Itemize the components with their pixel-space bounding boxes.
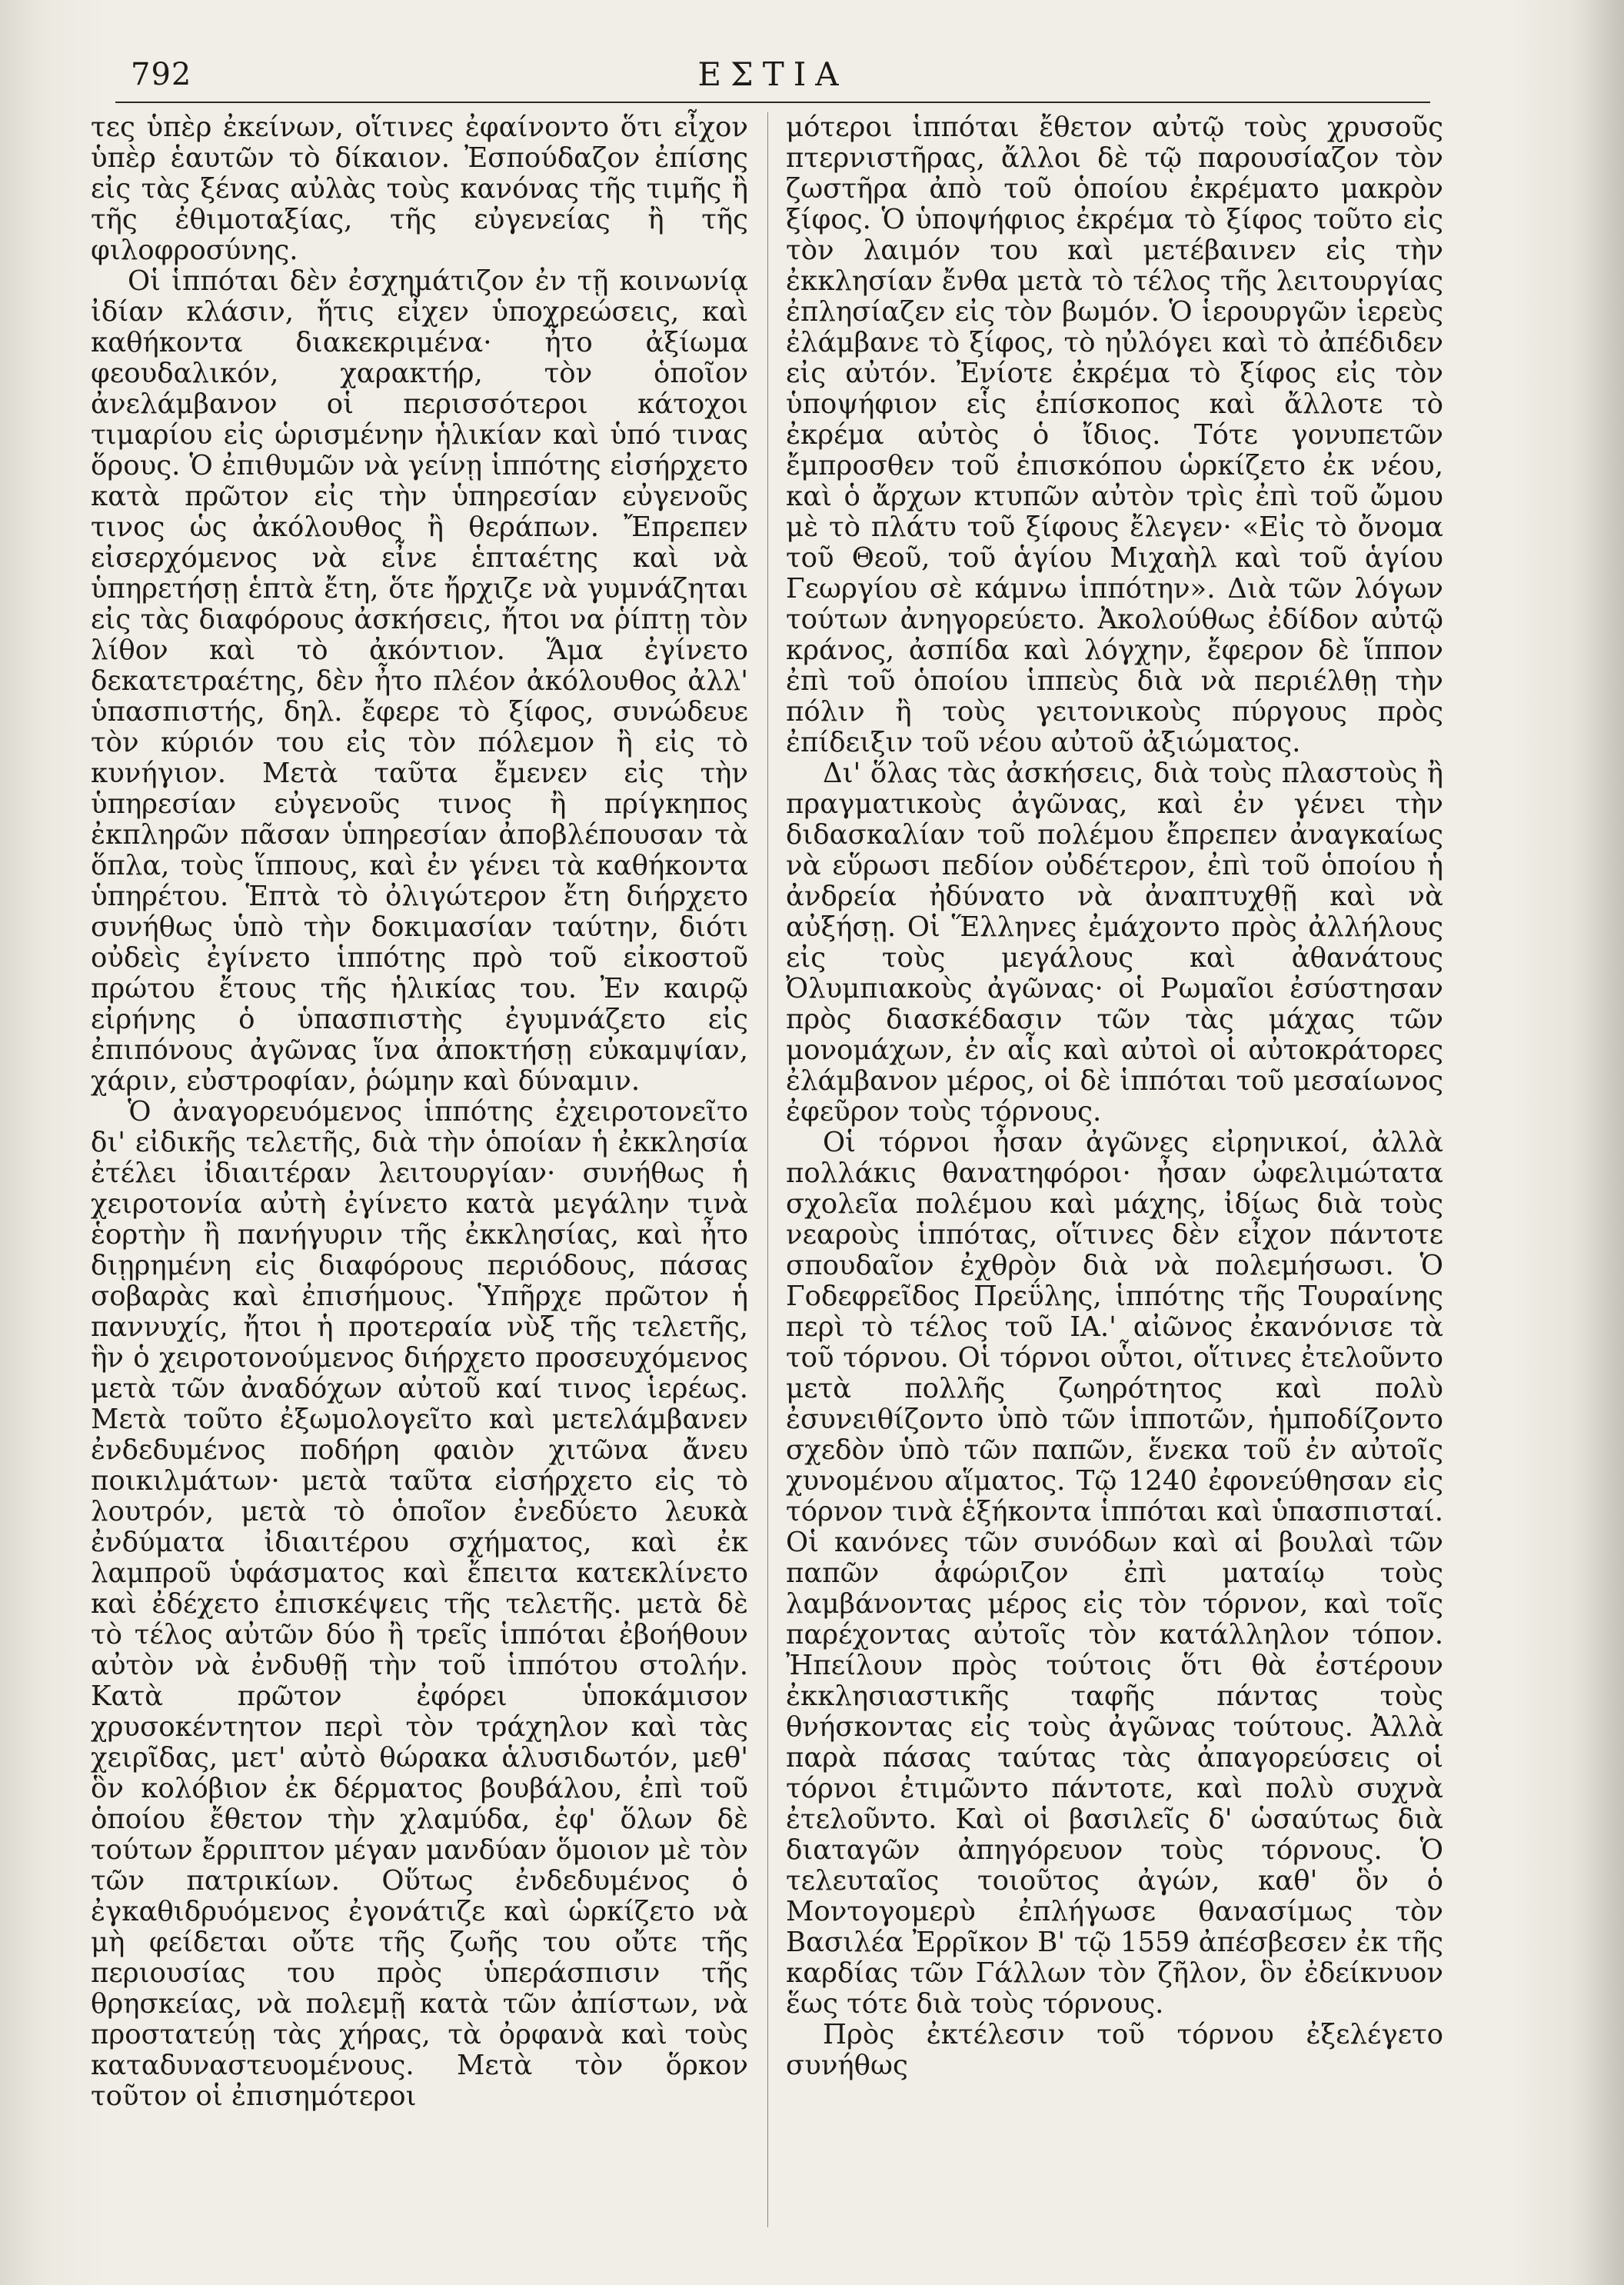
journal-title: ΕΣΤΙΑ: [697, 55, 848, 93]
paragraph: Οἱ τόρνοι ἦσαν ἀγῶνες εἰρηνικοί, ἀλλὰ πολλάκις θανατηφόροι· ἦσαν ὠφελιμώτατα σχολεῖα πολέμου καὶ μάχης, ἰδίως διὰ τοὺς νεαροὺς ἱππότας, οἵτινες δὲν εἶχον πάντοτε σπουδαῖον ἐχθρὸν διὰ νὰ πολεμήσωσι. Ὁ Γοδεφρεῖδος Πρεΰλης, ἱππότης τῆς Τουραίνης περὶ τὸ τέλος τοῦ ΙΑ.' αἰῶνος ἐκανόνισε τὰ τοῦ τόρνου. Οἱ τόρνοι οὗτοι, οἵτινες ἐτελοῦντο μετὰ πολλῆς ζωηρότητος καὶ πολὺ ἐσυνειθίζοντο ὑπὸ τῶν ἱπποτῶν, ἡμποδίζοντο σχεδὸν ὑπὸ τῶν παπῶν, ἕνεκα τοῦ ἐν αὐτοῖς χυνομένου αἵματος. Τῷ 1240 ἐφονεύθησαν εἰς τόρνον τινὰ ἑξήκοντα ἱππόται καὶ ὑπασπισταί. Οἱ κανόνες τῶν συνόδων καὶ αἱ βουλαὶ τῶν παπῶν ἀφώριζον ἐπὶ ματαίῳ τοὺς λαμβάνοντας μέρος εἰς τὸν τόρνον, καὶ τοῖς παρέχοντας αὐτοῖς τὸν κατάλληλον τόπον. Ἠπείλουν πρὸς τούτοις ὅτι θὰ ἐστέρουν ἐκκλησιαστικῆς ταφῆς πάντας τοὺς θνήσκοντας εἰς τοὺς ἀγῶνας τούτους. Ἀλλὰ παρὰ πάσας ταύτας τὰς ἀπαγορεύσεις οἱ τόρνοι ἐτιμῶντο πάντοτε, καὶ πολὺ συχνὰ ἐτελοῦντο. Καὶ οἱ βασιλεῖς δ' ὡσαύτως διὰ διαταγῶν ἀπηγόρευον τοὺς τόρνους. Ὁ τελευταῖος τοιοῦτος ἀγών, καθ' ὃν ὁ Μοντογομερὺ ἐπλήγωσε θανασίμως τὸν Βασιλέα Ἐρρῖκον Β' τῷ 1559 ἀπέσβεσεν ἐκ τῆς καρδίας τῶν Γάλλων τὸν ζῆλον, ὃν ἐδείκνυον ἕως τότε διὰ τοὺς τόρνους.: [786, 1127, 1443, 2020]
page-number: 792: [131, 57, 192, 92]
left-column: [91, 112, 748, 2112]
paragraph: Ὁ ἀναγορευόμενος ἱππότης ἐχειροτονεῖτο δι' εἰδικῆς τελετῆς, διὰ τὴν ὁποίαν ἡ ἐκκλησία ἐτέλει ἰδιαιτέραν λειτουργίαν· συνήθως ἡ χειροτονία αὐτὴ ἐγίνετο κατὰ μεγάλην τινὰ ἑορτὴν ἢ πανήγυριν τῆς ἐκκλησίας, καὶ ἦτο διῃρημένη εἰς διαφόρους περιόδους, πάσας σοβαρὰς καὶ ἐπισήμους. Ὑπῆρχε πρῶτον ἡ παννυχίς, ἤτοι ἡ προτεραία νὺξ τῆς τελετῆς, ἣν ὁ χειροτονούμενος διήρχετο προσευχόμενος μετὰ τῶν ἀναδόχων αὐτοῦ καί τινος ἱερέως. Μετὰ τοῦτο ἐξωμολογεῖτο καὶ μετελάμβανεν ἐνδεδυμένος ποδήρη φαιὸν χιτῶνα ἄνευ ποικιλμάτων· μετὰ ταῦτα εἰσήρχετο εἰς τὸ λουτρόν, μετὰ τὸ ὁποῖον ἐνεδύετο λευκὰ ἐνδύματα ἰδιαιτέρου σχήματος, καὶ ἐκ λαμπροῦ ὑφάσματος καὶ ἔπειτα κατεκλίνετο καὶ ἐδέχετο ἐπισκέψεις τῆς τελετῆς. μετὰ δὲ τὸ τέλος αὐτῶν δύο ἢ τρεῖς ἱππόται ἐβοήθουν αὐτὸν νὰ ἐνδυθῇ τὴν τοῦ ἱππότου στολήν. Κατὰ πρῶτον ἐφόρει ὑποκάμισον χρυσοκέντητον περὶ τὸν τράχηλον καὶ τὰς χειρῖδας, μετ' αὐτὸ θώρακα ἁλυσιδωτόν, μεθ' ὃν κολόβιον ἐκ δέρματος βουβάλου, ἐπὶ τοῦ ὁποίου ἔθετον τὴν χλαμύδα, ἐφ' ὅλων δὲ τούτων ἔρριπτον μέγαν μανδύαν ὅμοιον μὲ τὸν τῶν πατρικίων. Οὕτως ἐνδεδυμένος ὁ ἐγκαθιδρυόμενος ἐγονάτιζε καὶ ὡρκίζετο νὰ μὴ φείδεται οὔτε τῆς ζωῆς του οὔτε τῆς περιουσίας του πρὸς ὑπεράσπισιν τῆς θρησκείας, νὰ πολεμῇ κατὰ τῶν ἀπίστων, νὰ προστατεύῃ τὰς χήρας, τὰ ὀρφανὰ καὶ τοὺς καταδυναστευομένους. Μετὰ τὸν ὅρκον τοῦτον οἱ ἐπισημότεροι: [91, 1096, 748, 2112]
page-header: [115, 48, 1430, 103]
paragraph: Πρὸς ἐκτέλεσιν τοῦ τόρνου ἐξελέγετο συνήθως: [786, 2019, 1443, 2081]
page-edge-shadow: [1569, 0, 1624, 2285]
paragraph: τες ὑπὲρ ἐκείνων, οἵτινες ἐφαίνοντο ὅτι εἶχον ὑπὲρ ἑαυτῶν τὸ δίκαιον. Ἐσπούδαζον ἐπίσης εἰς τὰς ξένας αὐλὰς τοὺς κανόνας τῆς τιμῆς ἢ τῆς ἐθιμοταξίας, τῆς εὐγενείας ἢ τῆς φιλοφροσύνης.: [91, 112, 748, 266]
paragraph: Οἱ ἱππόται δὲν ἐσχημάτιζον ἐν τῇ κοινωνίᾳ ἰδίαν κλάσιν, ἥτις εἶχεν ὑποχρεώσεις, καὶ καθήκοντα διακεκριμένα· ἦτο ἀξίωμα φεουδαλικόν, χαρακτήρ, τὸν ὁποῖον ἀνελάμβανον οἱ περισσότεροι κάτοχοι τιμαρίου εἰς ὡρισμένην ἡλικίαν καὶ ὑπό τινας ὅρους. Ὁ ἐπιθυμῶν νὰ γείνῃ ἱππότης εἰσήρχετο κατὰ πρῶτον εἰς τὴν ὑπηρεσίαν εὐγενοῦς τινος ὡς ἀκόλουθος ἢ θεράπων. Ἔπρεπεν εἰσερχόμενος νὰ εἶνε ἑπταέτης καὶ νὰ ὑπηρετήσῃ ἑπτὰ ἔτη, ὅτε ἤρχιζε νὰ γυμνάζηται εἰς τὰς διαφόρους ἀσκήσεις, ἤτοι να ῥίπτῃ τὸν λίθον καὶ τὸ ἀκόντιον. Ἅμα ἐγίνετο δεκατετραέτης, δὲν ἦτο πλέον ἀκόλουθος ἀλλ' ὑπασπιστής, δηλ. ἔφερε τὸ ξίφος, συνώδευε τὸν κύριόν του εἰς τὸν πόλεμον ἢ εἰς τὸ κυνήγιον. Μετὰ ταῦτα ἔμενεν εἰς τὴν ὑπηρεσίαν εὐγενοῦς τινος ἢ πρίγκηπος ἐκπληρῶν πᾶσαν ὑπηρεσίαν ἀποβλέπουσαν τὰ ὅπλα, τοὺς ἵππους, καὶ ἐν γένει τὰ καθήκοντα ὑπηρέτου. Ἑπτὰ τὸ ὀλιγώτερον ἔτη διήρχετο συνήθως ὑπὸ τὴν δοκιμασίαν ταύτην, διότι οὐδεὶς ἐγίνετο ἱππότης πρὸ τοῦ εἰκοστοῦ πρώτου ἔτους τῆς ἡλικίας του. Ἐν καιρῷ εἰρήνης ὁ ὑπασπιστὴς ἐγυμνάζετο εἰς ἐπιπόνους ἀγῶνας ἵνα ἀποκτήσῃ εὐκαμψίαν, χάριν, εὐστροφίαν, ῥώμην καὶ δύναμιν.: [91, 265, 748, 1097]
right-column: [786, 112, 1443, 2081]
paragraph: Δι' ὅλας τὰς ἀσκήσεις, διὰ τοὺς πλαστοὺς ἢ πραγματικοὺς ἀγῶνας, καὶ ἐν γένει τὴν διδασκαλίαν τοῦ πολέμου ἔπρεπεν ἀναγκαίως νὰ εὕρωσι πεδίον οὐδέτερον, ἐπὶ τοῦ ὁποίου ἡ ἀνδρεία ἠδύνατο νὰ ἀναπτυχθῇ καὶ νὰ αὐξήσῃ. Οἱ Ἕλληνες ἐμάχοντο πρὸς ἀλλήλους εἰς τοὺς μεγάλους καὶ ἀθανάτους Ὀλυμπιακοὺς ἀγῶνας· οἱ Ρωμαῖοι ἐσύστησαν πρὸς διασκέδασιν τῶν τὰς μάχας τῶν μονομάχων, ἐν αἷς καὶ αὐτοὶ οἱ αὐτοκράτορες ἐλάμβανον μέρος, οἱ δὲ ἱππόται τοῦ μεσαίωνος ἐφεῦρον τοὺς τόρνους.: [786, 758, 1443, 1128]
paragraph: μότεροι ἱππόται ἔθετον αὐτῷ τοὺς χρυσοῦς πτερνιστῆρας, ἄλλοι δὲ τῷ παρουσίαζον τὸν ζωστῆρα ἀπὸ τοῦ ὁποίου ἐκρέματο μακρὸν ξίφος. Ὁ ὑποψήφιος ἐκρέμα τὸ ξίφος τοῦτο εἰς τὸν λαιμόν του καὶ μετέβαινεν εἰς τὴν ἐκκλησίαν ἔνθα μετὰ τὸ τέλος τῆς λειτουργίας ἐπλησίαζεν εἰς τὸν βωμόν. Ὁ ἱερουργῶν ἱερεὺς ἐλάμβανε τὸ ξίφος, τὸ ηὐλόγει καὶ τὸ ἀπέδιδεν εἰς αὐτόν. Ἐνίοτε ἐκρέμα τὸ ξίφος εἰς τὸν ὑποψήφιον εἷς ἐπίσκοπος καὶ ἄλλοτε τὸ ἐκρέμα αὐτὸς ὁ ἴδιος. Τότε γονυπετῶν ἔμπροσθεν τοῦ ἐπισκόπου ὡρκίζετο ἐκ νέου, καὶ ὁ ἄρχων κτυπῶν αὐτὸν τρὶς ἐπὶ τοῦ ὤμου μὲ τὸ πλάτυ τοῦ ξίφους ἔλεγεν· «Εἰς τὸ ὄνομα τοῦ Θεοῦ, τοῦ ἁγίου Μιχαὴλ καὶ τοῦ ἁγίου Γεωργίου σὲ κάμνω ἱππότην». Διὰ τῶν λόγων τούτων ἀνηγορεύετο. Ἀκολούθως ἐδίδον αὐτῷ κράνος, ἀσπίδα καὶ λόγχην, ἔφερον δὲ ἵππον ἐπὶ τοῦ ὁποίου ἱππεὺς διὰ νὰ περιέλθῃ τὴν πόλιν ἢ τοὺς γειτονικοὺς πύργους πρὸς ἐπίδειξιν τοῦ νέου αὐτοῦ ἀξιώματος.: [786, 112, 1443, 758]
column-divider: [767, 112, 768, 2227]
